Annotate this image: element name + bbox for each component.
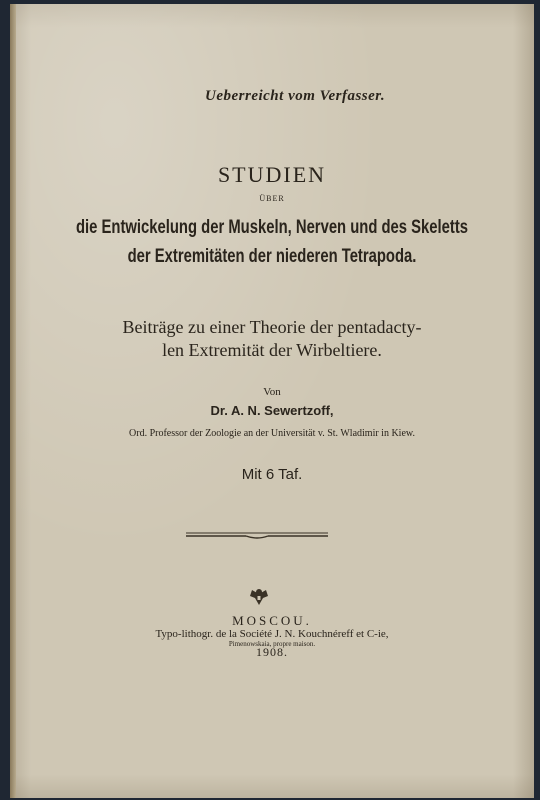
subtitle-line-2: der Extremitäten der niederen Tetrapoda.	[127, 246, 417, 267]
title-page	[10, 4, 534, 798]
printer-name: Typo-lithogr. de la Société J. N. Kouchnéreff et C-ie,	[155, 628, 389, 640]
author-affiliation: Ord. Professor der Zoologie an der Universität v. St. Wladimir in Kiew.	[129, 428, 415, 439]
title-connector: ÜBER	[259, 194, 285, 203]
plates-note: Mit 6 Taf.	[241, 466, 303, 483]
presentation-inscription: Ueberreicht vom Verfasser.	[205, 88, 386, 104]
document-title: STUDIEN	[217, 162, 327, 187]
spine-edge	[10, 4, 16, 798]
subtitle-line-1: die Entwickelung der Muskeln, Nerven und des Skeletts	[75, 217, 469, 238]
by-label: Von	[263, 386, 281, 398]
ornamental-rule	[186, 530, 328, 540]
publisher-city: MOSCOU.	[232, 613, 312, 628]
series-line-2: len Extremität der Wirbeltiere.	[162, 340, 382, 360]
series-line-1: Beiträge zu einer Theorie der pentadacty-	[122, 317, 422, 337]
author-name: Dr. A. N. Sewertzoff,	[210, 403, 334, 418]
printer-address: Pimenowskaia, propre maison.	[228, 640, 316, 648]
double-eagle-emblem-icon	[247, 585, 271, 609]
publication-year: 1908.	[256, 645, 288, 659]
